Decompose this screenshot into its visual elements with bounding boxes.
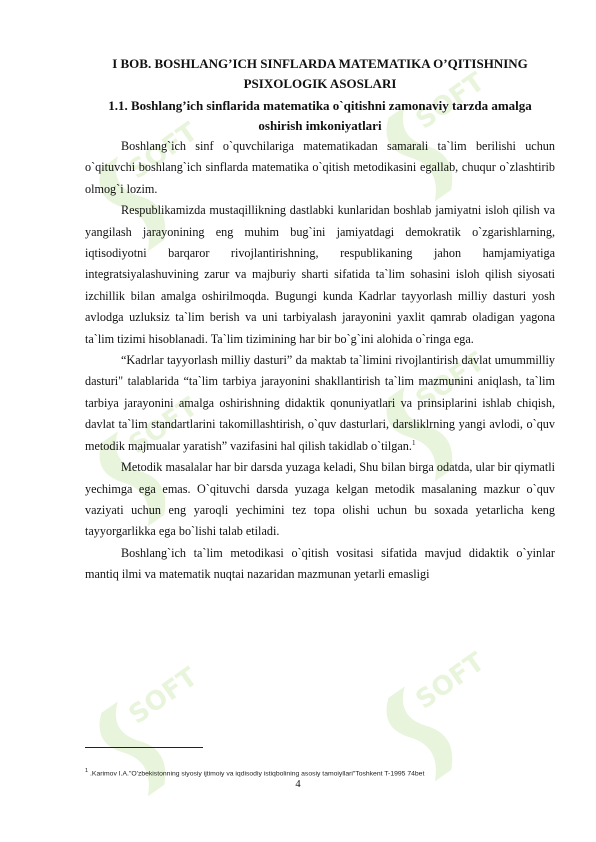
document-body bbox=[85, 54, 555, 586]
paragraph bbox=[85, 350, 555, 457]
watermark-text: SOFT bbox=[123, 117, 198, 186]
footnote-text: .Karimov I.A."O'zbekistonning siyosiy ijtimoiy va iqdisodiy istiqbolining asosiy tamoiyllari"Toshkent T-1995 74bet bbox=[88, 770, 425, 778]
watermark-text: SOFT bbox=[410, 347, 485, 416]
footnote-separator bbox=[85, 747, 203, 748]
section-title: 1.1. Boshlang’ich sinflarida matematika o`qitishni zamonaviy tarzda amalga oshirish imkoniyatlari bbox=[108, 98, 532, 133]
paragraph: Boshlang`ich sinf o`quvchilariga matematikadan samarali ta`lim berilishi uchun o`qituvchi boshlang`ich sinflarda matematika o`qitish metodikasini egallab, chuqur o`zlashtirib olmog`i lozim. bbox=[85, 139, 555, 196]
watermark-text: SOFT bbox=[123, 392, 198, 461]
watermark-text: SOFT bbox=[123, 662, 198, 731]
footnote-reference[interactable]: 1 bbox=[411, 438, 416, 447]
paragraph-text: “Kadrlar tayyorlash milliy dasturi” da maktab ta`limini rivojlantirish davlat umummilliy dasturi" talablarida “ta`lim tarbiya jarayonini shakllantirish ta`lim mazmunini aniqlash, ta`lim tarbiya jarayonini amalga oshirishning didaktik qonuniyatlari va prinsiplarini ishlab chiqish, davlat ta`lim standartlarini takomillashtirish, o`quv dasturlari, darsliklrning yangi avlodi, o`quv metodik majmualar yaratish” vazifasini hal qilish takidlab o`tilgan. bbox=[85, 353, 555, 453]
paragraph: Respublikamizda mustaqillikning dastlabki kunlaridan boshlab jamiyatni isloh qilish va yangilash jarayonining eng muhim bug`ini jamiyatdagi demokratik o`zgarishlarning, iqtisodiyotni barqaror rivojlantirishning, respublikaning jahon hamjamiyatiga integratsiyalashuvining zarur va majburiy sharti sifatida ta`lim sohasini isloh qilish siyosati izchillik bilan amalga oshirilmoqda. Bugungi kunda Kadrlar tayyorlash milliy dasturi yosh avlodga uzluksiz ta`lim berish va uni tarbiyalash jarayonini yaxlit qamrab oladigan yagona ta`lim tizimi hisoblanadi. Ta`lim tizimining har bir bo`g`ini alohida o`ringa ega. bbox=[85, 203, 555, 346]
chapter-title: I BOB. BOSHLANG’ICH SINFLARDA MATEMATIKA O’QITISHNING PSIXOLOGIK ASOSLARI bbox=[112, 56, 528, 91]
watermark-text: SOFT bbox=[410, 67, 485, 136]
paragraph: Boshlang`ich ta`lim metodikasi o`qitish vositasi sifatida mavjud didaktik o`yinlar mantiq ilmi va matematik nuqtai nazaridan mazmunan yetarli emasligi bbox=[85, 545, 555, 582]
paragraph: Metodik masalalar har bir darsda yuzaga keladi, Shu bilan birga odatda, ular bir qiymatli yechimga ega emas. O`qituvchi darsda yuzaga kelgan metodik masalaning mazkur o`quv vaziyati uchun eng yaroqli yechimini tez topa olishi uchun bu soxada yetarlicha keng tayyorgarlikka ega bo`lishi talab etiladi. bbox=[85, 460, 555, 539]
footnote-marker: 1 bbox=[85, 768, 89, 774]
footnote bbox=[85, 767, 555, 778]
watermark-text: SOFT bbox=[410, 647, 485, 716]
page-number: 4 bbox=[295, 779, 301, 790]
